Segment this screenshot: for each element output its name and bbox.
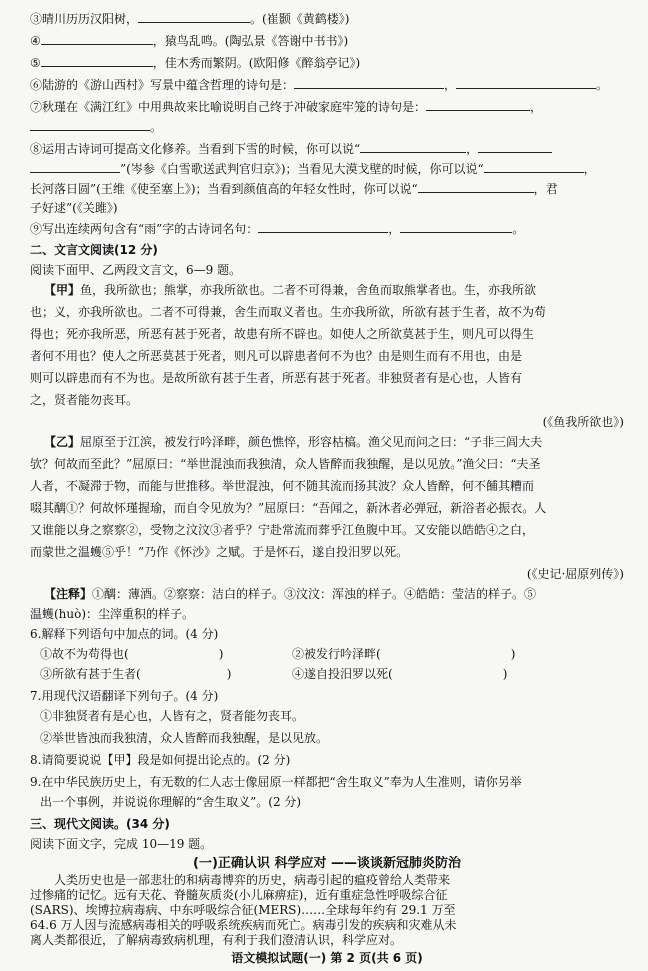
- q9-period: 。: [512, 222, 525, 236]
- q7-line: [30, 98, 624, 115]
- yi-line-5: 而蒙世之温蠖⑤乎！”乃作《怀沙》之赋。于是怀石，遂自投汨罗以死。: [30, 545, 409, 559]
- yi-line-0: [44, 434, 624, 450]
- q8-title: 8.请简要说说【甲】段是如何提出论点的。(2 分): [30, 753, 291, 767]
- q6-item-2: [292, 646, 622, 662]
- q6-line: [30, 76, 624, 93]
- section-3-heading: 三、现代文阅读。(34 分): [30, 817, 170, 831]
- q5-text: ，佳木秀而繁阴。(欧阳修《醉翁亭记》): [152, 56, 361, 70]
- section-2-intro: 阅读下面甲、乙两段文言文，6—9 题。: [30, 263, 242, 277]
- q8-blank-4[interactable]: [484, 160, 584, 173]
- jia-line-0: [44, 282, 624, 298]
- q6-item-4: [292, 666, 622, 682]
- q7-title: 7.用现代汉语翻译下列句子。(4 分): [30, 689, 219, 703]
- q8-line-2: [30, 160, 624, 177]
- yi-line-1: 欤？何故而至此？”屈原曰：“举世混浊而我独清，众人皆醉而我独醒，是以见放。”渔父曰：“夫圣: [30, 457, 541, 471]
- q8-line-1: [30, 140, 624, 157]
- q8-text-a: ⑧运用古诗词可提高文化修养。当看到下雪的时候，你可以说“: [30, 142, 361, 156]
- q8-line-3: [30, 180, 624, 197]
- section-3-intro: 阅读下面文字，完成 10—19 题。: [30, 837, 213, 851]
- jia-source: (《鱼我所欲也》): [542, 415, 624, 429]
- jia-line-1: 也；义，亦我所欲也。二者不可得兼，舍生而取义者也。生亦我所欲，所欲有甚于生者，故不为苟: [30, 305, 547, 319]
- q4-num: ④: [30, 34, 41, 48]
- q8-line-4: [30, 200, 624, 216]
- q8-text-c2: ，君: [533, 182, 558, 196]
- q6-item-4-close: ): [502, 667, 508, 681]
- q6-item-2-text: ②被发行吟泽畔(: [292, 647, 381, 661]
- q7-period: 。: [150, 120, 163, 134]
- notes-line-1: [44, 586, 624, 602]
- q6-item-4-text: ④遂自投汨罗以死(: [292, 667, 393, 681]
- q3-source: 。(崔颢《黄鹤楼》): [250, 12, 350, 26]
- q4-line: [30, 32, 624, 49]
- q6-text: ⑥陆游的《游山西村》写景中蕴含哲理的诗句是：: [30, 78, 295, 92]
- jia-label: 【甲】: [44, 283, 81, 297]
- yi-line-4: 又谁能以身之察察②，受物之汶汶③者乎？宁赴常流而葬乎江鱼腹中耳。又安能以皓皓④之白，: [30, 523, 535, 537]
- q8-text-b: ”(岑参《白雪歌送武判官归京》)；当看见大漠戈壁的时候，你可以说“: [120, 162, 484, 176]
- article-line-1: 过惨痛的记忆。远有天花、脊髓灰质炎(小儿麻痹症)，近有重症急性呼吸综合征: [30, 888, 448, 902]
- article-title: (一)正确认识 科学应对 ——谈谈新冠肺炎防治: [193, 856, 461, 871]
- notes-label: 【注释】: [44, 587, 93, 601]
- q6-blank-2[interactable]: [456, 76, 596, 89]
- q8-comma-2: ，: [583, 162, 596, 176]
- q9-text: ⑨写出连续两句含有“雨”字的古诗词名句：: [30, 222, 259, 236]
- q6-item-3: [40, 666, 290, 682]
- q6-blank-1[interactable]: [294, 76, 444, 89]
- jia-line-3: 者何不用也？使人之所恶莫甚于死者，则凡可以辟患者何不为也？由是则生而有不用也，由是: [30, 349, 523, 363]
- section-2-heading: 二、文言文阅读(12 分): [30, 243, 158, 257]
- q6-item-3-close: ): [226, 667, 232, 681]
- jia-line-5: 之，贤者能勿丧耳。: [30, 393, 139, 407]
- jia-line-4: 则可以辟患而有不为也。是故所欲有甚于生者，所恶有甚于死者。非独贤者有是心也，人皆有: [30, 371, 523, 385]
- q6-comma: ，: [444, 78, 457, 92]
- q9-title-2: 出一个事例，并说说你理解的“舍生取义”。(2 分): [40, 795, 302, 809]
- q6-title: 6.解释下列语句中加点的词。(4 分): [30, 627, 219, 641]
- q8-text-d: 子好逑”(《关雎》): [30, 201, 118, 215]
- yi-text-0: 屈原至于江滨，被发行吟泽畔，颜色憔悴，形容枯槁。渔父见而问之曰：“子非三闾大夫: [80, 435, 543, 449]
- article-line-4: 离人类都很近，了解病毒致病机理，有利于我们澄清认识，科学应对。: [30, 933, 403, 947]
- q8-blank-1[interactable]: [360, 140, 466, 153]
- q4-text: ，猿鸟乱鸣。(陶弘景《答谢中书书》): [152, 34, 349, 48]
- q4-blank[interactable]: [41, 32, 153, 45]
- q7-item-2: ②举世皆浊而我独清，众人皆醉而我独醒，是以见放。: [40, 731, 329, 745]
- q6-period: 。: [596, 78, 609, 92]
- jia-line-2: 得也；死亦我所恶，所恶有甚于死者，故患有所不辟也。如使人之所欲莫甚于生，则凡可以得生: [30, 327, 535, 341]
- jia-text-0: 鱼，我所欲也；熊掌，亦我所欲也。二者不可得兼，舍鱼而取熊掌者也。生，亦我所欲: [80, 283, 537, 297]
- q7-comma: ，: [530, 100, 543, 114]
- q9-line: [30, 220, 624, 237]
- q9-blank-1[interactable]: [258, 220, 388, 233]
- notes-text-1: ①醨：薄酒。②察察：洁白的样子。③汶汶：浑浊的样子。④皓皓：莹洁的样子。⑤: [92, 587, 537, 601]
- q6-item-3-text: ③所欲有甚于生者(: [40, 667, 141, 681]
- article-line-0: 人类历史也是一部悲壮的和病毒博弈的历史，病毒引起的瘟疫曾给人类带来: [54, 873, 451, 887]
- q8-blank-5[interactable]: [418, 180, 534, 193]
- q7-text: ⑦秋瑾在《满江红》中用典故来比喻说明自己终于冲破家庭牢笼的诗句是：: [30, 100, 427, 114]
- q8-blank-3[interactable]: [30, 160, 120, 173]
- q5-blank[interactable]: [41, 54, 153, 67]
- q8-comma-1: ，: [466, 142, 479, 156]
- yi-line-2: 人者，不凝滞于物，而能与世推移。举世混浊，何不随其流而扬其波？众人皆醉，何不餔其糟而: [30, 479, 535, 493]
- q6-item-1: [40, 646, 290, 662]
- q3-blank[interactable]: [138, 10, 250, 23]
- q3-text: ③晴川历历汉阳树，: [30, 12, 139, 26]
- yi-line-3: 啜其醨①？何故怀瑾握瑜，而自令见放为？”屈原曰：“吾闻之，新沐者必弹冠，新浴者必振衣。人: [30, 501, 547, 515]
- q5-num: ⑤: [30, 56, 41, 70]
- yi-source: (《史记·屈原列传》): [526, 567, 624, 581]
- q9-title-1: 9.在中华民族历史上，有无数的仁人志士像屈原一样都把“舍生取义”奉为人生准则，请你另举: [30, 775, 522, 789]
- q5-line: [30, 54, 624, 71]
- q8-blank-2[interactable]: [478, 140, 552, 153]
- q6-item-2-close: ): [510, 647, 516, 661]
- article-line-2: (SARS)、埃博拉病毒病、中东呼吸综合征(MERS)……全球每年约有 29.1 万至: [30, 903, 456, 917]
- q7-blank-1[interactable]: [426, 98, 530, 111]
- q9-blank-2[interactable]: [400, 220, 512, 233]
- page-footer: 语文模拟试题(一) 第 2 页(共 6 页): [231, 951, 423, 965]
- q3-line: [30, 10, 624, 27]
- q7-item-1: ①非独贤者有是心也，人皆有之，贤者能勿丧耳。: [40, 709, 305, 723]
- q6-item-1-close: ): [218, 647, 224, 661]
- q8-text-c: 长河落日圆”(王维《使至塞上》)；当看到颜值高的年轻女性时，你可以说“: [30, 182, 418, 196]
- yi-label: 【乙】: [44, 435, 81, 449]
- q9-comma: ，: [388, 222, 401, 236]
- q7-line-2: [30, 118, 624, 135]
- q7-blank-2[interactable]: [30, 118, 150, 131]
- q6-item-1-text: ①故不为苟得也(: [40, 647, 129, 661]
- notes-line-2: 温蠖(huò)：尘滓重积的样子。: [30, 607, 195, 621]
- article-line-3: 64.6 万人因与流感病毒相关的呼吸系统疾病而死亡。病毒引发的疾病和灾难从未: [30, 918, 457, 932]
